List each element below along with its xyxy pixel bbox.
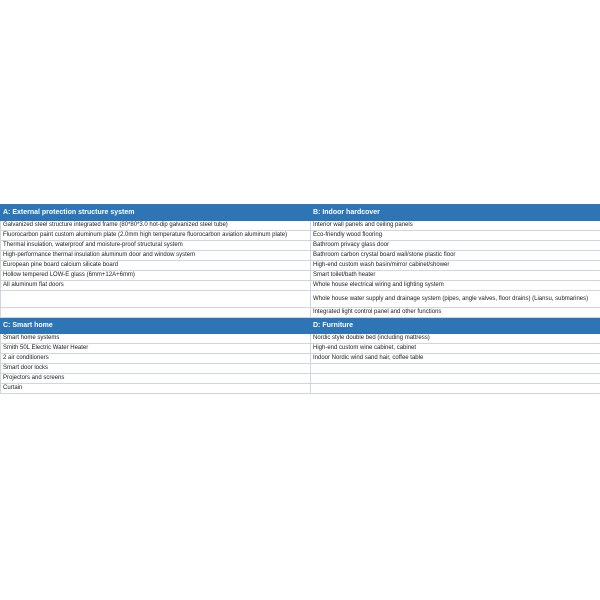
section-c-cell: Curtain	[1, 384, 311, 394]
table-row	[1, 241, 600, 251]
section-b-cell: Smart toilet/bath heater	[311, 271, 600, 281]
table-row	[1, 261, 600, 271]
section-d-header: D: Furniture	[311, 318, 600, 334]
table-row	[1, 271, 600, 281]
section-a-cell: Thermal insulation, waterproof and moisture-proof structural system	[1, 241, 311, 251]
table-row	[1, 334, 600, 344]
section-c-header: C: Smart home	[1, 318, 311, 334]
section-b-cell: Integrated light control panel and other functions	[311, 308, 600, 318]
section-b-cell: Whole house water supply and drainage system (pipes, angle valves, floor drains) (Liansu, submarines)	[311, 291, 600, 308]
section-d-cell: Nordic style double bed (including mattress)	[311, 334, 600, 344]
section-b-header: B: Indoor hardcover	[311, 205, 600, 221]
section-a-cell: Fluorocarbon paint custom aluminum plate (2.0mm high temperature fluorocarbon aviation aluminum plate)	[1, 231, 311, 241]
table-row	[1, 231, 600, 241]
table-row	[1, 354, 600, 364]
section-a-cell: All aluminum flat doors	[1, 281, 311, 291]
section-d-cell	[311, 364, 600, 374]
section-d-cell	[311, 384, 600, 394]
table-row	[1, 291, 600, 308]
table-row	[1, 384, 600, 394]
table-row	[1, 251, 600, 261]
section-d-cell: High-end custom wine cabinet, cabinet	[311, 344, 600, 354]
section-d-cell	[311, 374, 600, 384]
section-c-cell: 2 air conditioners	[1, 354, 311, 364]
spec-table	[0, 204, 600, 394]
section-c-cell: Smith 50L Electric Water Heater	[1, 344, 311, 354]
section-b-cell: Eco-friendly wood flooring	[311, 231, 600, 241]
table-row	[1, 364, 600, 374]
section-c-cell: Smart home systems	[1, 334, 311, 344]
table-row	[1, 374, 600, 384]
table-row	[1, 281, 600, 291]
section-a-cell	[1, 308, 311, 318]
section-b-cell: Bathroom privacy glass door	[311, 241, 600, 251]
section-d-cell: Indoor Nordic wind sand hair, coffee table	[311, 354, 600, 364]
table-row	[1, 344, 600, 354]
section-a-cell: European pine board calcium silicate board	[1, 261, 311, 271]
section-b-cell: Interior wall panels and ceiling panels	[311, 221, 600, 231]
table-row	[1, 308, 600, 318]
section-a-cell: Hollow tempered LOW-E glass (6mm+12A+6mm)	[1, 271, 311, 281]
section-c-cell: Projectors and screens	[1, 374, 311, 384]
section-a-cell: Galvanized steel structure integrated frame (80*80*3.0 hot-dip galvanized steel tube)	[1, 221, 311, 231]
table-row	[1, 221, 600, 231]
section-a-header: A: External protection structure system	[1, 205, 311, 221]
section-a-cell	[1, 291, 311, 308]
header-row-ab	[1, 205, 600, 221]
section-c-cell: Smart door locks	[1, 364, 311, 374]
header-row-cd	[1, 318, 600, 334]
section-b-cell: High-end custom wash basin/mirror cabinet/shower	[311, 261, 600, 271]
section-b-cell: Bathroom carbon crystal board wall/stone plastic floor	[311, 251, 600, 261]
section-b-cell: Whole house electrical wiring and lighting system	[311, 281, 600, 291]
section-a-cell: High-performance thermal insulation aluminum door and window system	[1, 251, 311, 261]
